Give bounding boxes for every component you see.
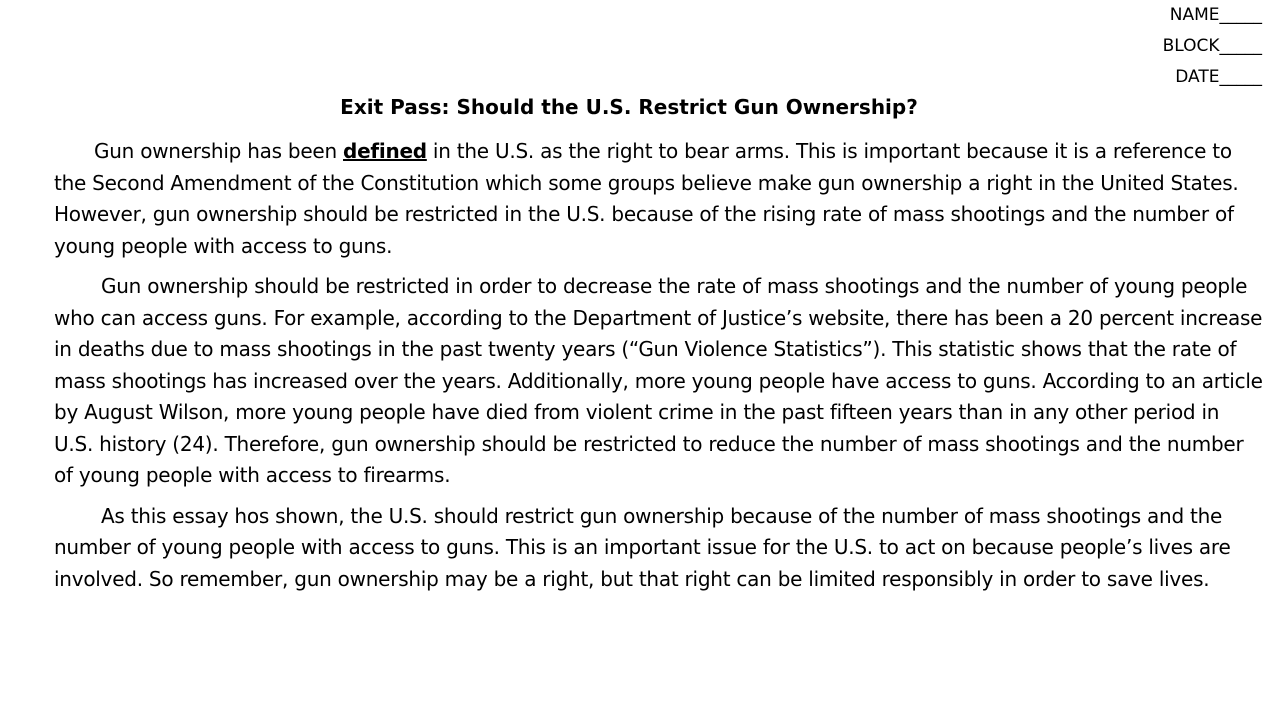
name-field: NAME_____ <box>1169 5 1262 25</box>
paragraph-intro <box>54 136 1264 262</box>
paragraph-conclusion: As this essay hos shown, the U.S. should restrict gun ownership because of the number of mass shootings and the number of young people with access to guns. This is an important issue for the U.S. to act on because people’s lives are involved. So remember, gun ownership may be a right, but that right can be limited responsibly in order to save lives. <box>54 503 1231 591</box>
essay-body <box>54 136 1264 604</box>
keyword-defined: defined <box>343 139 427 163</box>
paragraph-intro-rest: in the U.S. as the right to bear arms. This is important because it is a reference to the Second Amendment of the Constitution which some groups believe make gun ownership a right in the United States. However, gun ownership should be restricted in the U.S. because of the rising rate of mass shootings and the number of young people with access to guns. <box>54 139 1239 258</box>
page-title: Exit Pass: Should the U.S. Restrict Gun Ownership? <box>340 95 918 119</box>
paragraph-intro-start: Gun ownership has been <box>94 139 344 163</box>
header-fields <box>1163 0 1262 93</box>
block-field: BLOCK_____ <box>1162 36 1262 56</box>
paragraph-body: Gun ownership should be restricted in order to decrease the rate of mass shootings and the number of young people who can access guns. For example, according to the Department of Justice’s website, there has been a 20 percent increase in deaths due to mass shootings in the past twenty years (“Gun Violence Statistics”). This statistic shows that the rate of mass shootings has increased over the years. Additionally, more young people have access to guns. According to an article by August Wilson, more young people have died from violent crime in the past fifteen years than in any other period in U.S. history (24). Therefore, gun ownership should be restricted to reduce the number of mass shootings and the number of young people with access to firearms. <box>54 274 1263 487</box>
date-field: DATE_____ <box>1175 67 1262 87</box>
